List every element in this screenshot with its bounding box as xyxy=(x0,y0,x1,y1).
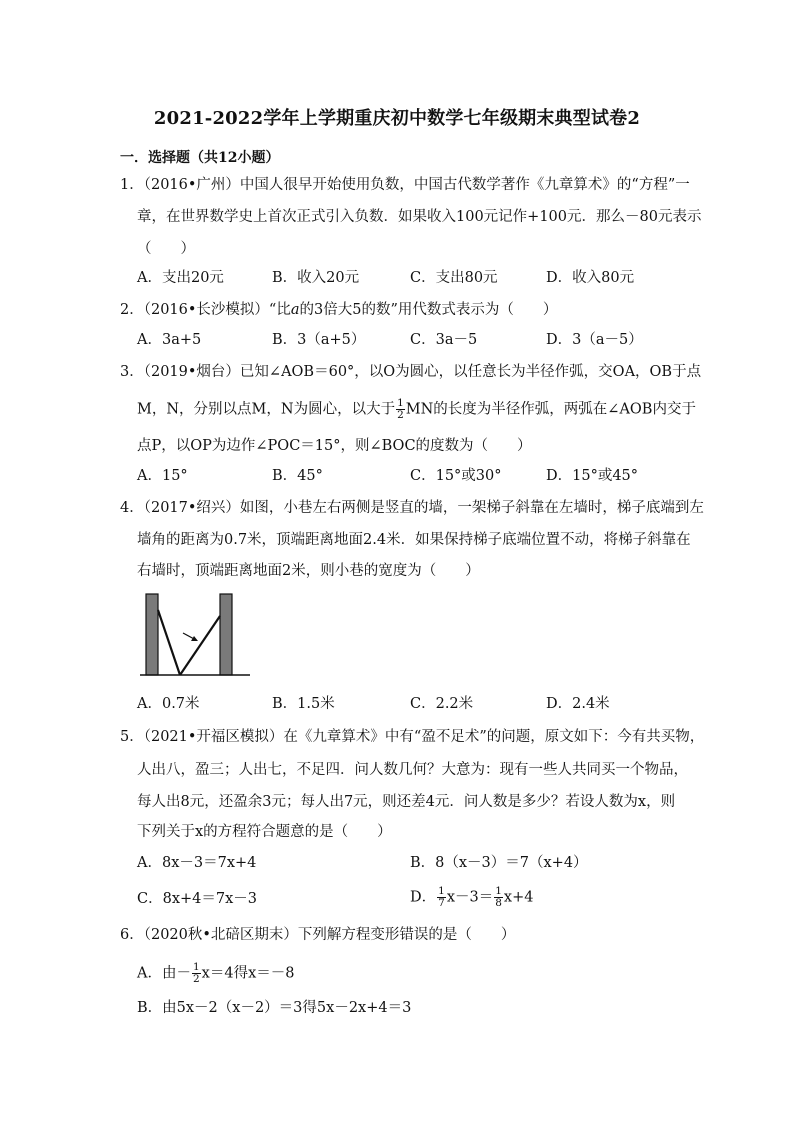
q4-option-c: C．2.2米 xyxy=(410,696,474,712)
q5-line-3: 每人出8元，还盈余3元；每人出7元，则还差4元．问人数是多少？若设人数为x，则 xyxy=(137,794,676,810)
q3-option-a: A．15° xyxy=(137,468,188,484)
q1-line-1: 1．（2016•广州）中国人很早开始使用负数，中国古代数学著作《九章算术》的“方程”一 xyxy=(120,177,690,193)
q1-line-2: 章，在世界数学史上首次正式引入负数．如果收入100元记作+100元．那么－80元表示 xyxy=(137,209,702,225)
q1-line-3: （ ） xyxy=(137,241,195,257)
q4-line-2: 墙角的距离为0.7米，顶端距离地面2.4米．如果保持梯子底端位置不动，将梯子斜靠在 xyxy=(137,532,691,548)
q6-option-a: A．由－ $\frac{1}{2}$ x＝4得x＝－8 xyxy=(137,961,295,985)
q5-option-a: A．8x－3＝7x+4 xyxy=(137,855,257,871)
q4-line-3: 右墙时，顶端距离地面2米，则小巷的宽度为（ ） xyxy=(137,563,480,579)
section-heading: 一．选择题（共12小题） xyxy=(120,150,280,166)
q4-option-d: D．2.4米 xyxy=(546,696,610,712)
q3-line-2: M，N，分别以点M，N为圆心，以大于 $\frac{1}{2}$ MN的长度为半径作弧，两弧在∠AOB内交于 xyxy=(137,397,696,421)
q2-option-c: C．3a－5 xyxy=(410,332,478,348)
q4-option-b: B．1.5米 xyxy=(272,696,335,712)
q5-option-c: C．8x+4＝7x－3 xyxy=(137,891,257,907)
q2-stem: 2．（2016•长沙模拟）“比a的3倍大5的数”用代数式表示为（ ） xyxy=(120,302,558,318)
right-wall xyxy=(220,594,232,675)
q5-option-b: B．8（x－3）＝7（x+4） xyxy=(410,855,588,871)
q3-line-1: 3．（2019•烟台）已知∠AOB＝60°，以O为圆心，以任意长为半径作弧，交OA，OB于点 xyxy=(120,364,702,380)
ladder-alley-figure xyxy=(140,590,252,680)
ladder-left xyxy=(158,610,180,675)
q3-option-d: D．15°或45° xyxy=(546,468,639,484)
q2-option-d: D．3（a－5） xyxy=(546,332,643,348)
q3-fraction: $\frac{1}{2}$ xyxy=(397,397,404,421)
q2-option-a: A．3a+5 xyxy=(137,332,202,348)
q5-option-d: D． $\frac{1}{7}$ x－3＝ $\frac{1}{8}$ x+4 xyxy=(410,885,534,909)
q5-line-2: 人出八，盈三；人出七，不足四．问人数几何？大意为：现有一些人共同买一个物品， xyxy=(137,762,688,778)
q2-option-b: B．3（a+5） xyxy=(272,332,366,348)
q6-option-b: B．由5x－2（x－2）＝3得5x－2x+4＝3 xyxy=(137,1000,412,1016)
q1-option-a: A．支出20元 xyxy=(137,270,224,286)
q5-line-4: 下列关于x的方程符合题意的是（ ） xyxy=(137,824,392,840)
q4-option-a: A．0.7米 xyxy=(137,696,200,712)
q5-line-1: 5．（2021•开福区模拟）在《九章算术》中有“盈不足术”的问题，原文如下：今有共买物， xyxy=(120,729,705,745)
ladder-right xyxy=(180,616,220,675)
q1-option-c: C．支出80元 xyxy=(410,270,498,286)
q3-line-3: 点P，以OP为边作∠POC＝15°，则∠BOC的度数为（ ） xyxy=(137,438,532,454)
q6-line-1: 6．（2020秋•北碚区期末）下列解方程变形错误的是（ ） xyxy=(120,927,516,943)
q4-line-1: 4．（2017•绍兴）如图，小巷左右两侧是竖直的墙，一架梯子斜靠在左墙时，梯子底端到左 xyxy=(120,500,704,516)
q1-option-b: B．收入20元 xyxy=(272,270,360,286)
q3-option-b: B．45° xyxy=(272,468,323,484)
q3-option-c: C．15°或30° xyxy=(410,468,502,484)
q1-option-d: D．收入80元 xyxy=(546,270,635,286)
page-title: 2021-2022学年上学期重庆初中数学七年级期末典型试卷2 xyxy=(153,108,641,129)
left-wall xyxy=(146,594,158,675)
